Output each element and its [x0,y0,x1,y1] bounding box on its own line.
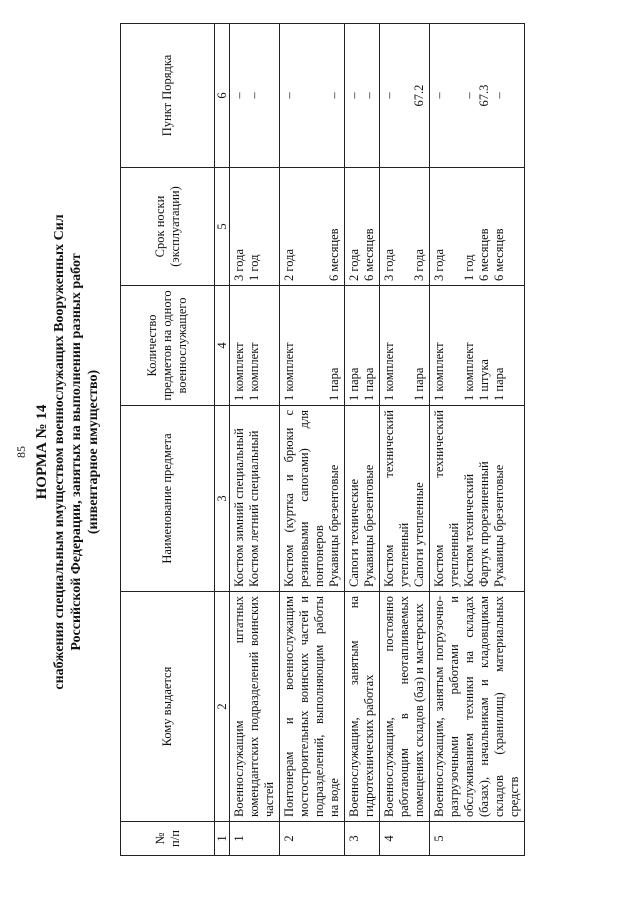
row-who: Понтонерам и военнослужащим мостостроительных воинских частей и подразделений, выполняющим работы на воде [280,592,345,822]
document-heading [34,12,102,892]
row-qty [230,286,280,406]
item-point: – [232,92,246,99]
header-term: Срок носки (эксплуатации) [121,168,215,286]
rotated-document-page [10,12,630,892]
header-row [121,24,215,856]
row-point [280,24,345,168]
row-number: 4 [380,822,430,856]
norm-title: НОРМА № 14 [34,404,50,500]
column-number-row [215,24,230,856]
item-name: Костюм (куртка и брюки с резиновыми сапогами) для понтонеров [282,410,326,587]
item-qty: 1 комплект [232,342,246,401]
item-qty: 1 комплект [247,342,261,401]
item-term: 6 месяцев [362,228,376,281]
item-term: 3 года [382,249,396,281]
row-qty [280,286,345,406]
item-name: Костюм технический утепленный [382,410,411,587]
item-name: Костюм технический утепленный [432,410,461,587]
col-number: 5 [215,168,230,286]
item-qty: 1 комплект [462,342,476,401]
row-number: 5 [430,822,525,856]
item-name: Костюм зимний специальный [232,428,246,587]
item-term: 6 месяцев [477,228,491,281]
row-items [380,406,430,592]
item-term: 2 года [282,249,296,281]
row-who: Военнослужащим, занятым погрузочно-разгрузочными работами и обслуживанием техники на складах (базах), начальникам и кладовщикам складов (хранилищ) материальных средств [430,592,525,822]
item-qty: 1 пара [327,367,341,401]
item-term: 1 год [247,254,261,281]
header-qty: Количество предметов на одного военнослужащего [121,286,215,406]
col-number: 3 [215,406,230,592]
row-qty [430,286,525,406]
row-qty [345,286,380,406]
row-items [345,406,380,592]
row-items [430,406,525,592]
row-who: Военнослужащим, постоянно работающим в неотапливаемых помещениях складов (баз) и мастерских [380,592,430,822]
row-items [280,406,345,592]
item-point: – [247,92,261,99]
item-qty: 1 комплект [282,342,296,401]
item-point: – [432,92,446,99]
col-number: 6 [215,24,230,168]
row-term [345,168,380,286]
row-point [230,24,280,168]
item-point: – [462,92,476,99]
item-name: Сапоги утепленные [412,482,426,587]
item-point: – [347,92,361,99]
row-items [230,406,280,592]
item-name: Фартук прорезиненный [477,461,491,587]
header-item: Наименование предмета [121,406,215,592]
row-number: 3 [345,822,380,856]
item-point: 67.3 [477,84,491,107]
item-qty: 1 пара [347,367,361,401]
item-point: – [282,92,296,99]
header-point: Пункт Порядка [121,24,215,168]
item-term: 3 года [432,249,446,281]
row-number: 2 [280,822,345,856]
heading-line-3: (инвентарное имущество) [86,369,101,535]
col-number: 2 [215,592,230,822]
item-qty: 1 комплект [432,342,446,401]
col-number: 1 [215,822,230,856]
header-who: Кому выдается [121,592,215,822]
row-who: Военнослужащим, занятым на гидротехнических работах [345,592,380,822]
header-num: № п/п [121,822,215,856]
row-who: Военнослужащим штатных комендантских подразделений воинских частей [230,592,280,822]
item-name: Сапоги технические [347,478,361,587]
norm-table [120,23,525,856]
item-point: – [362,92,376,99]
item-term: 1 год [462,254,476,281]
heading-line-2: Российской Федерации, занятых на выполнении разных работ [69,253,84,651]
heading-line-1: снабжения специальным имуществом военнослужащих Вооруженных Сил [52,214,67,690]
table-row [430,24,525,856]
item-name: Рукавицы брезентовые [327,464,341,587]
item-term: 6 месяцев [327,228,341,281]
item-point: 67.2 [412,84,426,107]
row-point [345,24,380,168]
row-number: 1 [230,822,280,856]
item-qty: 1 пара [412,367,426,401]
item-name: Рукавицы брезентовые [492,464,506,587]
item-name: Рукавицы брезентовые [362,464,376,587]
row-point [430,24,525,168]
item-qty: 1 пара [492,367,506,401]
item-qty: 1 пара [362,367,376,401]
row-term [430,168,525,286]
page-number: 85 [14,446,28,458]
item-term: 6 месяцев [492,228,506,281]
item-term: 2 года [347,249,361,281]
col-number: 4 [215,286,230,406]
item-qty: 1 штука [477,359,491,401]
table-row [345,24,380,856]
item-point: – [492,92,506,99]
item-qty: 1 комплект [382,342,396,401]
row-qty [380,286,430,406]
item-term: 3 года [232,249,246,281]
table-row [380,24,430,856]
table-row [230,24,280,856]
table-row [280,24,345,856]
item-point: – [382,92,396,99]
item-name: Костюм летний специальный [247,430,261,587]
row-term [380,168,430,286]
item-name: Костюм технический [462,473,476,587]
row-term [230,168,280,286]
item-term: 3 года [412,249,426,281]
row-term [280,168,345,286]
row-point [380,24,430,168]
item-point: – [327,92,341,99]
